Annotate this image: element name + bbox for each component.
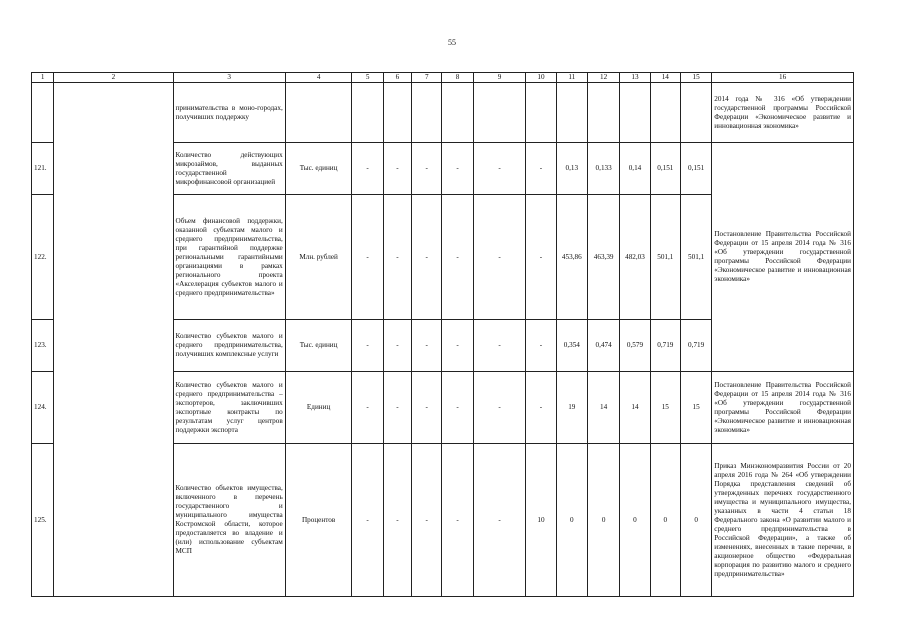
- value-cell: -: [442, 320, 473, 372]
- value-cell: 463,39: [587, 195, 619, 320]
- column-header: 8: [442, 73, 473, 83]
- value-cell: 0,13: [556, 143, 587, 195]
- value-cell: -: [352, 320, 383, 372]
- column-header: 14: [650, 73, 680, 83]
- unit-cell: Тыс. единиц: [285, 143, 352, 195]
- column-header: 1: [32, 73, 54, 83]
- value-cell: 0,354: [556, 320, 587, 372]
- row-number: 121.: [32, 143, 54, 195]
- value-cell: [352, 83, 383, 143]
- value-cell: -: [473, 372, 526, 444]
- value-cell: 0: [556, 444, 587, 597]
- value-cell: -: [526, 143, 556, 195]
- value-cell: 501,1: [680, 195, 711, 320]
- indicator-name: принимательства в моно-городах, получивших поддержку: [173, 83, 285, 143]
- column-header: 13: [620, 73, 650, 83]
- value-cell: 0: [650, 444, 680, 597]
- source-document: Постановление Правительства Российской Федерации от 15 апреля 2014 года № 316 «Об утверждении государственной программы Российской Федерации «Экономическое развитие и инновационная экономика»: [712, 372, 854, 444]
- value-cell: -: [383, 143, 411, 195]
- value-cell: 10: [526, 444, 556, 597]
- value-cell: -: [412, 444, 442, 597]
- column-header-row: [32, 73, 854, 83]
- value-cell: -: [473, 143, 526, 195]
- value-cell: -: [526, 195, 556, 320]
- value-cell: -: [412, 195, 442, 320]
- page-number: 55: [448, 38, 456, 47]
- indicator-name: Количество действующих микрозаймов, выданных государственной микрофинансовой организацией: [173, 143, 285, 195]
- value-cell: -: [442, 195, 473, 320]
- indicators-table: [31, 72, 854, 597]
- goal-cell: [54, 83, 173, 597]
- value-cell: -: [352, 143, 383, 195]
- value-cell: [620, 83, 650, 143]
- value-cell: -: [352, 195, 383, 320]
- unit-cell: [285, 83, 352, 143]
- unit-cell: Процентов: [285, 444, 352, 597]
- value-cell: 0,474: [587, 320, 619, 372]
- indicator-name: Количество субъектов малого и среднего предпринимательства – экспортеров, заключивших экспортные контракты по результатам услуг центров поддержки экспорта: [173, 372, 285, 444]
- value-cell: -: [352, 372, 383, 444]
- value-cell: -: [442, 143, 473, 195]
- unit-cell: Единиц: [285, 372, 352, 444]
- value-cell: -: [412, 143, 442, 195]
- value-cell: -: [526, 320, 556, 372]
- value-cell: -: [442, 444, 473, 597]
- indicator-name: Количество объектов имущества, включенного в перечень государственного и муниципального имущества Костромской области, которое предоставляется во владение и (или) использование субъектам МСП: [173, 444, 285, 597]
- value-cell: 19: [556, 372, 587, 444]
- value-cell: -: [473, 195, 526, 320]
- value-cell: 0,719: [680, 320, 711, 372]
- table-row: [32, 83, 854, 143]
- column-header: 9: [473, 73, 526, 83]
- indicator-name: Объем финансовой поддержки, оказанной субъектам малого и среднего предпринимательства, при гарантийной поддержке региональными гарантийными организациями в рамках регионального проекта «Акселерация субъектов малого и среднего предпринимательства»: [173, 195, 285, 320]
- value-cell: -: [526, 372, 556, 444]
- value-cell: 0,151: [680, 143, 711, 195]
- value-cell: 482,03: [620, 195, 650, 320]
- value-cell: -: [383, 320, 411, 372]
- value-cell: 501,1: [650, 195, 680, 320]
- source-document: Приказ Минэкономразвития России от 20 апреля 2016 года № 264 «Об утверждении Порядка представления сведений об утвержденных перечнях государственного имущества и муниципального имущества, указанных в части 4 статьи 18 Федерального закона «О развитии малого и среднего предпринимательства в Российской Федерации», а также об изменениях, внесенных в такие перечни, в акционерное общество «Федеральная корпорация по развитию малого и среднего предпринимательства»: [712, 444, 854, 597]
- value-cell: -: [383, 195, 411, 320]
- value-cell: [473, 83, 526, 143]
- column-header: 4: [285, 73, 352, 83]
- column-header: 10: [526, 73, 556, 83]
- value-cell: 0: [620, 444, 650, 597]
- value-cell: 0,151: [650, 143, 680, 195]
- value-cell: -: [412, 320, 442, 372]
- value-cell: -: [473, 444, 526, 597]
- value-cell: 0,14: [620, 143, 650, 195]
- column-header: 6: [383, 73, 411, 83]
- value-cell: 15: [650, 372, 680, 444]
- column-header: 11: [556, 73, 587, 83]
- value-cell: [650, 83, 680, 143]
- indicator-name: Количество субъектов малого и среднего предпринимательства, получивших комплексные услуги: [173, 320, 285, 372]
- value-cell: 14: [620, 372, 650, 444]
- value-cell: -: [383, 444, 411, 597]
- column-header: 5: [352, 73, 383, 83]
- column-header: 15: [680, 73, 711, 83]
- value-cell: 0: [587, 444, 619, 597]
- row-number: 122.: [32, 195, 54, 320]
- value-cell: 0,133: [587, 143, 619, 195]
- value-cell: 15: [680, 372, 711, 444]
- value-cell: [442, 83, 473, 143]
- column-header: 3: [173, 73, 285, 83]
- value-cell: [383, 83, 411, 143]
- value-cell: 0,579: [620, 320, 650, 372]
- value-cell: 0,719: [650, 320, 680, 372]
- unit-cell: Млн. рублей: [285, 195, 352, 320]
- value-cell: [556, 83, 587, 143]
- value-cell: [412, 83, 442, 143]
- value-cell: 453,86: [556, 195, 587, 320]
- column-header: 7: [412, 73, 442, 83]
- value-cell: -: [352, 444, 383, 597]
- row-number: 125.: [32, 444, 54, 597]
- value-cell: [526, 83, 556, 143]
- value-cell: -: [442, 372, 473, 444]
- value-cell: -: [383, 372, 411, 444]
- value-cell: -: [412, 372, 442, 444]
- row-number: [32, 83, 54, 143]
- value-cell: -: [473, 320, 526, 372]
- value-cell: [680, 83, 711, 143]
- value-cell: [587, 83, 619, 143]
- unit-cell: Тыс. единиц: [285, 320, 352, 372]
- column-header: 16: [712, 73, 854, 83]
- row-number: 124.: [32, 372, 54, 444]
- value-cell: 14: [587, 372, 619, 444]
- column-header: 2: [54, 73, 173, 83]
- source-document: 2014 года № 316 «Об утверждении государственной программы Российской Федерации «Экономическое развитие и инновационная экономика»: [712, 83, 854, 143]
- source-document: Постановление Правительства Российской Федерации от 15 апреля 2014 года № 316 «Об утверждении государственной программы Российской Федерации «Экономическое развитие и инновационная экономика»: [712, 143, 854, 372]
- value-cell: 0: [680, 444, 711, 597]
- column-header: 12: [587, 73, 619, 83]
- row-number: 123.: [32, 320, 54, 372]
